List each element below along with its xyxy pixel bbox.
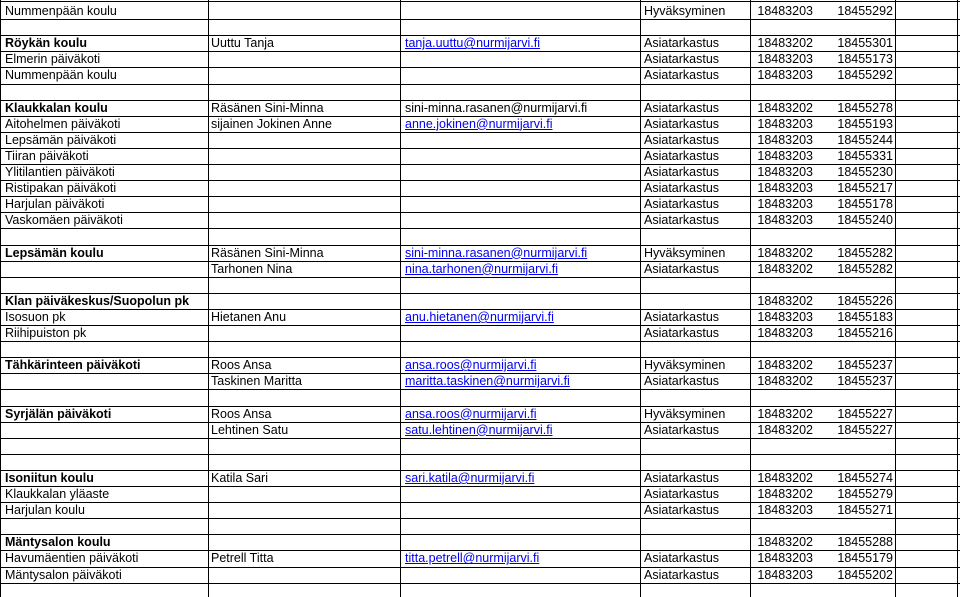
number-cell-1: 18483202 [757,293,813,308]
table-row [0,486,960,502]
grid-line-horizontal [0,341,960,342]
table-row [0,341,960,357]
grid-line-horizontal [0,212,960,213]
school-cell: Mäntysalon päiväkoti [5,567,122,582]
number-cell-1: 18483202 [757,487,813,501]
grid-line-horizontal [0,454,960,455]
grid-line-horizontal [0,534,960,535]
email-cell[interactable]: satu.lehtinen@nurmijarvi.fi [405,422,553,437]
number-cell-2: 18455179 [837,551,893,566]
role-cell: Asiatarkastus [644,52,720,67]
school-cell: Tiiran päiväkoti [5,148,89,163]
table-row [0,422,960,438]
number-cell-1: 18483203 [757,165,813,179]
number-cell-1: 18483203 [757,551,813,566]
number-cell-1: 18483203 [757,132,813,147]
number-cell-1: 18483203 [757,148,813,163]
person-cell: Räsänen Sini-Minna [211,245,324,260]
number-cell-2: 18455240 [837,213,893,228]
table-row [0,357,960,373]
table-row [0,406,960,422]
table-row [0,567,960,583]
grid-line-horizontal [0,19,960,20]
table-row [0,51,960,67]
number-cell-1 [753,454,813,470]
person-cell: Petrell Titta [211,551,274,566]
school-cell: Mäntysalon koulu [5,535,111,550]
number-cell-2: 18455244 [837,132,893,147]
role-cell: Asiatarkastus [644,165,720,179]
role-cell: Asiatarkastus [644,470,720,485]
number-cell-1: 18483202 [757,374,813,389]
person-cell: Uuttu Tanja [211,36,275,51]
role-cell: Asiatarkastus [644,148,720,163]
table-row [0,438,960,454]
number-cell-1 [753,277,813,293]
person-cell: Tarhonen Nina [211,261,293,276]
table-row [0,19,960,35]
grid-line-horizontal [0,180,960,181]
number-cell-1 [753,341,813,357]
email-cell: sini-minna.rasanen@nurmijarvi.fi [405,100,588,115]
number-cell-2 [830,84,893,100]
email-cell[interactable]: titta.petrell@nurmijarvi.fi [405,551,540,566]
school-cell: Riihipuiston pk [5,326,87,340]
person-cell: Taskinen Maritta [211,374,303,389]
number-cell-2 [830,454,893,470]
table-row [0,228,960,244]
role-cell: Asiatarkastus [644,374,720,389]
table-row [0,84,960,100]
grid-line-horizontal [0,67,960,68]
table-row [0,164,960,180]
table-row [0,245,960,261]
number-cell-1: 18483202 [757,100,813,115]
number-cell-2: 18455178 [837,197,893,212]
number-cell-2: 18455183 [837,309,893,324]
number-cell-2: 18455216 [837,326,893,340]
school-cell: Havumäentien päiväkoti [5,551,139,566]
grid-line-horizontal [0,567,960,568]
role-cell: Asiatarkastus [644,213,720,228]
number-cell-2: 18455274 [837,470,893,485]
person-cell: Hietanen Anu [211,309,287,324]
role-cell: Asiatarkastus [644,422,720,437]
table-row [0,132,960,148]
grid-line-vertical [400,0,401,597]
table-row [0,470,960,486]
number-cell-1: 18483202 [757,406,813,421]
grid-line-horizontal [0,51,960,52]
table-row [0,518,960,534]
number-cell-2: 18455292 [837,4,893,18]
grid-line-horizontal [0,486,960,487]
number-cell-2: 18455230 [837,165,893,179]
email-cell[interactable]: sini-minna.rasanen@nurmijarvi.fi [405,245,588,260]
number-cell-2: 18455226 [837,293,893,308]
number-cell-1: 18483203 [757,309,813,324]
school-cell: Ristipakan päiväkoti [5,181,117,196]
number-cell-1 [753,438,813,454]
table-row [0,148,960,164]
email-cell[interactable]: anu.hietanen@nurmijarvi.fi [405,309,554,324]
email-cell[interactable]: maritta.taskinen@nurmijarvi.fi [405,374,570,389]
number-cell-1 [753,228,813,244]
school-cell: Ylitilantien päiväkoti [5,165,115,179]
number-cell-2: 18455237 [837,358,893,373]
number-cell-2: 18455237 [837,374,893,389]
grid-line-horizontal [0,583,960,584]
email-cell[interactable]: sari.katila@nurmijarvi.fi [405,470,535,485]
number-cell-1: 18483202 [757,261,813,276]
school-cell: Harjulan päiväkoti [5,197,105,212]
person-cell: Katila Sari [211,470,268,485]
table-row [0,67,960,83]
number-cell-1: 18483203 [757,52,813,67]
number-cell-2: 18455292 [837,68,893,83]
grid-line-horizontal [0,228,960,229]
number-cell-1: 18483202 [757,535,813,550]
number-cell-1: 18483202 [757,36,813,51]
table-row [0,309,960,325]
email-cell[interactable]: tanja.uuttu@nurmijarvi.fi [405,36,540,51]
number-cell-2 [830,341,893,357]
role-cell: Asiatarkastus [644,181,720,196]
grid-line-horizontal [0,245,960,246]
school-cell: Aitohelmen päiväkoti [5,116,121,131]
number-cell-2: 18455288 [837,535,893,550]
grid-line-horizontal [0,132,960,133]
school-cell: Klaukkalan yläaste [5,487,110,501]
role-cell: Hyväksyminen [644,4,726,18]
number-cell-1 [753,84,813,100]
number-cell-2: 18455301 [837,36,893,51]
table-row [0,502,960,518]
grid-line-horizontal [0,261,960,262]
number-cell-1: 18483203 [757,68,813,83]
number-cell-2: 18455282 [837,261,893,276]
grid-line-horizontal [0,357,960,358]
role-cell: Asiatarkastus [644,551,720,566]
school-cell: Nummenpään koulu [5,68,117,83]
table-row [0,196,960,212]
number-cell-1: 18483203 [757,181,813,196]
number-cell-2: 18455217 [837,181,893,196]
grid-line-horizontal [0,550,960,551]
role-cell: Asiatarkastus [644,197,720,212]
grid-line-horizontal [0,518,960,519]
school-cell: Nummenpään koulu [5,4,117,18]
grid-line-horizontal [0,389,960,390]
school-cell: Syrjälän päiväkoti [5,406,112,421]
role-cell: Hyväksyminen [644,406,726,421]
email-cell[interactable]: nina.tarhonen@nurmijarvi.fi [405,261,559,276]
table-row [0,373,960,389]
school-cell: Klaukkalan koulu [5,100,108,115]
role-cell: Asiatarkastus [644,261,720,276]
school-cell: Tähkärinteen päiväkoti [5,358,141,373]
grid-line-horizontal [0,84,960,85]
number-cell-1 [753,518,813,534]
person-cell: Roos Ansa [211,406,272,421]
number-cell-2: 18455202 [837,567,893,582]
email-cell[interactable]: ansa.roos@nurmijarvi.fi [405,358,537,373]
number-cell-1: 18483203 [757,213,813,228]
number-cell-1 [753,19,813,35]
number-cell-2: 18455282 [837,245,893,260]
table-row [0,180,960,196]
role-cell: Asiatarkastus [644,68,720,83]
grid-line-horizontal [0,148,960,149]
number-cell-2 [830,518,893,534]
person-cell: Lehtinen Satu [211,422,289,437]
table-row [0,35,960,51]
table-row [0,293,960,309]
grid-line-horizontal [0,277,960,278]
number-cell-1: 18483202 [757,422,813,437]
number-cell-1: 18483203 [757,197,813,212]
grid-line-horizontal [0,373,960,374]
email-cell[interactable]: ansa.roos@nurmijarvi.fi [405,406,537,421]
number-cell-2 [830,228,893,244]
number-cell-2 [830,389,893,405]
role-cell: Asiatarkastus [644,132,720,147]
table-row [0,277,960,293]
grid-line-horizontal [0,164,960,165]
number-cell-2: 18455331 [837,148,893,163]
number-cell-1: 18483203 [757,326,813,340]
table-row [0,116,960,132]
person-cell: Roos Ansa [211,358,272,373]
role-cell: Asiatarkastus [644,309,720,324]
person-cell: Räsänen Sini-Minna [211,100,324,115]
role-cell: Asiatarkastus [644,326,720,340]
number-cell-2: 18455227 [837,422,893,437]
number-cell-1: 18483203 [757,116,813,131]
grid-line-vertical [895,0,896,597]
role-cell: Asiatarkastus [644,503,720,518]
school-cell: Lepsämän päiväkoti [5,132,117,147]
grid-line-horizontal [0,325,960,326]
number-cell-1: 18483202 [757,245,813,260]
role-cell: Hyväksyminen [644,245,726,260]
table-row [0,454,960,470]
number-cell-2: 18455279 [837,487,893,501]
school-cell: Elmerin päiväkoti [5,52,101,67]
number-cell-2: 18455271 [837,503,893,518]
grid-line-horizontal [0,309,960,310]
school-cell: Isosuon pk [5,309,66,324]
grid-line-horizontal [0,406,960,407]
grid-line-horizontal [0,422,960,423]
number-cell-2 [830,277,893,293]
grid-line-horizontal [0,116,960,117]
number-cell-1: 18483202 [757,358,813,373]
table-row [0,212,960,228]
table-row [0,534,960,550]
person-cell: sijainen Jokinen Anne [211,116,332,131]
grid-line-vertical [640,0,641,597]
email-cell[interactable]: anne.jokinen@nurmijarvi.fi [405,116,553,131]
grid-line-horizontal [0,35,960,36]
role-cell: Asiatarkastus [644,567,720,582]
school-cell: Isoniitun koulu [5,470,94,485]
grid-line-vertical [957,0,958,597]
number-cell-1: 18483203 [757,4,813,18]
table-row [0,100,960,116]
grid-line-horizontal [0,438,960,439]
number-cell-1 [753,389,813,405]
table-row [0,325,960,341]
number-cell-2: 18455193 [837,116,893,131]
role-cell: Asiatarkastus [644,100,720,115]
number-cell-1: 18483202 [757,470,813,485]
grid-line-horizontal [0,196,960,197]
role-cell: Asiatarkastus [644,116,720,131]
table-row [0,389,960,405]
number-cell-2 [830,19,893,35]
grid-line-horizontal [0,470,960,471]
number-cell-2: 18455278 [837,100,893,115]
school-cell: Klan päiväkeskus/Suopolun pk [5,293,190,308]
number-cell-2: 18455173 [837,52,893,67]
table-row [0,261,960,277]
number-cell-1: 18483203 [757,567,813,582]
role-cell: Hyväksyminen [644,358,726,373]
grid-line-vertical [0,0,1,597]
table-row [0,550,960,566]
grid-line-horizontal [0,1,960,2]
role-cell: Asiatarkastus [644,36,720,51]
number-cell-2 [830,438,893,454]
grid-line-horizontal [0,293,960,294]
school-cell: Vaskomäen päiväkoti [5,213,123,228]
school-cell: Röykän koulu [5,36,87,51]
school-cell: Harjulan koulu [5,503,85,518]
grid-line-vertical [750,0,751,597]
grid-line-horizontal [0,502,960,503]
number-cell-2: 18455227 [837,406,893,421]
grid-line-vertical [208,0,209,597]
grid-line-horizontal [0,100,960,101]
number-cell-1: 18483203 [757,503,813,518]
school-cell: Lepsämän koulu [5,245,104,260]
table-row [0,3,960,19]
role-cell: Asiatarkastus [644,487,720,501]
